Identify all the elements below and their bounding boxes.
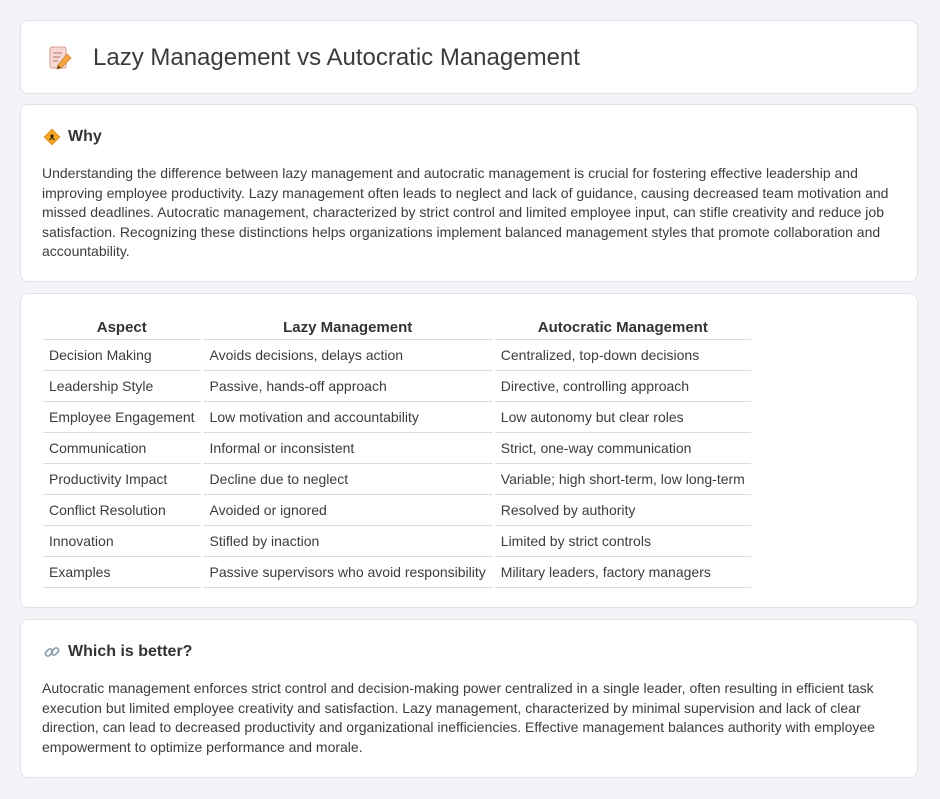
- better-paragraph: Autocratic management enforces strict control and decision-making power centralized in a single leader, often resulting in efficient task execution but limited employee creativity and satisfaction. Lazy management, characterized by minimal supervision and lack of clear direction, can lead to decreased productivity and organizational inefficiencies. Effective management balances authority with employee empowerment to optimize performance and morale.: [42, 680, 875, 755]
- better-heading-row: [43, 642, 192, 662]
- cell-aspect: Leadership Style: [43, 371, 202, 402]
- cell-lazy: Stifled by inaction: [202, 526, 493, 557]
- title-card: [20, 20, 918, 94]
- cell-lazy: Avoids decisions, delays action: [202, 340, 493, 371]
- cell-lazy: Informal or inconsistent: [202, 433, 493, 464]
- cell-autocratic: Resolved by authority: [493, 495, 751, 526]
- cell-aspect: Decision Making: [43, 340, 202, 371]
- table-row: [43, 526, 751, 557]
- cell-lazy: Decline due to neglect: [202, 464, 493, 495]
- comparison-table: [43, 315, 751, 588]
- cell-autocratic: Variable; high short-term, low long-term: [493, 464, 751, 495]
- table-row: [43, 495, 751, 526]
- comparison-card: [20, 293, 918, 608]
- link-icon: [43, 643, 61, 661]
- why-paragraph: Understanding the difference between lazy management and autocratic management is crucial for fostering effective leadership and improving employee productivity. Lazy management often leads to neglect and lack of guidance, causing decreased team motivation and missed deadlines. Autocratic management, characterized by strict control and limited employee input, can stifle creativity and reduce job satisfaction. Recognizing these distinctions helps organizations implement balanced management styles that promote collaboration and accountability.: [42, 165, 889, 260]
- header-autocratic: Autocratic Management: [493, 315, 751, 340]
- table-row: [43, 557, 751, 588]
- cell-autocratic: Limited by strict controls: [493, 526, 751, 557]
- cell-autocratic: Centralized, top-down decisions: [493, 340, 751, 371]
- table-header-row: [43, 315, 751, 340]
- cell-aspect: Productivity Impact: [43, 464, 202, 495]
- diamond-sign-icon: [43, 128, 61, 146]
- table-row: [43, 371, 751, 402]
- title-row: [47, 43, 580, 73]
- better-card: [20, 619, 918, 778]
- why-card: [20, 104, 918, 282]
- why-heading: Why: [68, 128, 102, 145]
- cell-autocratic: Directive, controlling approach: [493, 371, 751, 402]
- table-row: [43, 402, 751, 433]
- cell-aspect: Employee Engagement: [43, 402, 202, 433]
- better-heading: Which is better?: [68, 643, 193, 660]
- why-heading-row: [43, 127, 102, 147]
- cell-autocratic: Low autonomy but clear roles: [493, 402, 751, 433]
- cell-lazy: Avoided or ignored: [202, 495, 493, 526]
- cell-aspect: Examples: [43, 557, 202, 588]
- cell-aspect: Innovation: [43, 526, 202, 557]
- cell-aspect: Conflict Resolution: [43, 495, 202, 526]
- cell-autocratic: Military leaders, factory managers: [493, 557, 751, 588]
- cell-lazy: Passive, hands-off approach: [202, 371, 493, 402]
- table-row: [43, 433, 751, 464]
- document-pencil-icon: [47, 44, 73, 72]
- table-row: [43, 464, 751, 495]
- cell-lazy: Passive supervisors who avoid responsibility: [202, 557, 493, 588]
- cell-lazy: Low motivation and accountability: [202, 402, 493, 433]
- table-row: [43, 340, 751, 371]
- header-aspect: Aspect: [43, 315, 202, 340]
- page-title: Lazy Management vs Autocratic Management: [93, 44, 580, 71]
- cell-aspect: Communication: [43, 433, 202, 464]
- cell-autocratic: Strict, one-way communication: [493, 433, 751, 464]
- header-lazy: Lazy Management: [202, 315, 493, 340]
